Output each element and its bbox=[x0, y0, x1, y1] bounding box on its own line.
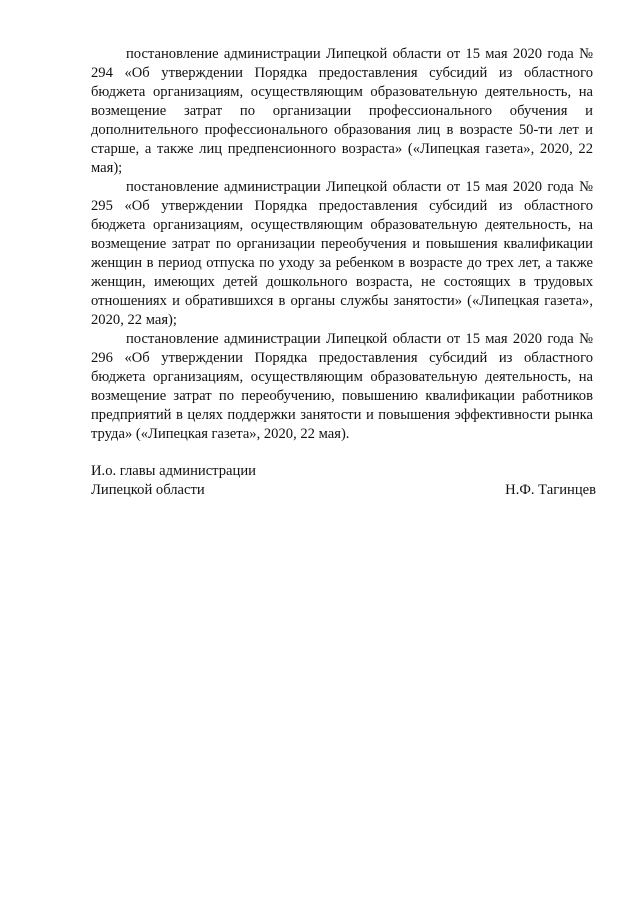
signature-block bbox=[91, 462, 596, 500]
paragraph-decree-294: постановление администрации Липецкой области от 15 мая 2020 года № 294 «Об утверждении Порядка предоставления субсидий из областного бюджета организациям, осуществляющим образовательную деятельность, на возмещение затрат по организации профессионального обучения и дополнительного профессионального образования лиц в возрасте 50-ти лет и старше, а также лиц предпенсионного возраста» («Липецкая газета», 2020, 22 мая); bbox=[91, 46, 593, 176]
paragraph-decree-296: постановление администрации Липецкой области от 15 мая 2020 года № 296 «Об утверждении Порядка предоставления субсидий из областного бюджета организациям, осуществляющим образовательную деятельность, на возмещение затрат по переобучению, повышению квалификации работников предприятий в целях поддержки занятости и повышения эффективности рынка труда» («Липецкая газета», 2020, 22 мая). bbox=[91, 331, 593, 442]
signatory-position-line1: И.о. главы администрации bbox=[91, 463, 256, 479]
signature-row bbox=[91, 481, 596, 500]
document-body bbox=[91, 45, 593, 444]
signatory-name: Н.Ф. Тагинцев bbox=[505, 482, 596, 498]
signatory-position-line2: Липецкой области bbox=[91, 482, 205, 498]
paragraph-decree-295: постановление администрации Липецкой области от 15 мая 2020 года № 295 «Об утверждении Порядка предоставления субсидий из областного бюджета организациям, осуществляющим образовательную деятельность, на возмещение затрат по организации переобучения и повышения квалификации женщин в период отпуска по уходу за ребенком в возрасте до трех лет, а также женщин, имеющих детей дошкольного возраста, не состоящих в трудовых отношениях и обратившихся в органы службы занятости» («Липецкая газета», 2020, 22 мая); bbox=[91, 179, 593, 328]
